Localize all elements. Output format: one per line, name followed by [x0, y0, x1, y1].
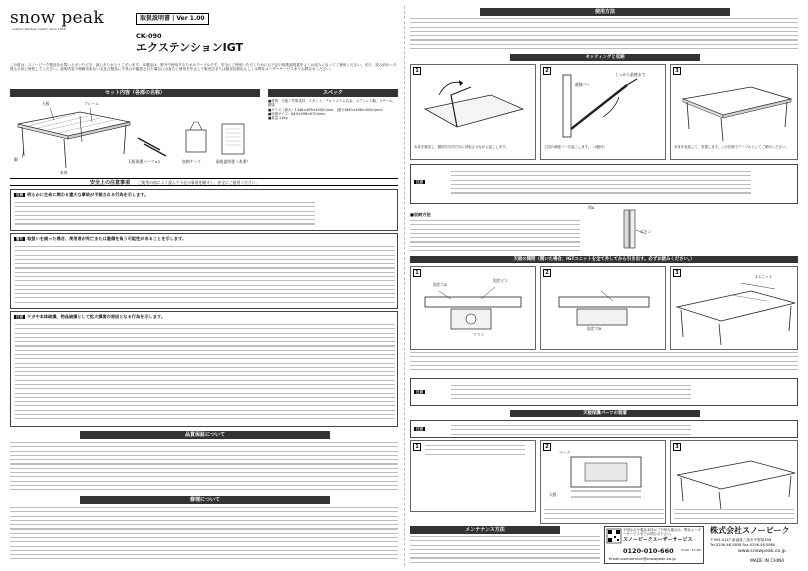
spec-header: スペック: [268, 89, 398, 97]
right-column: [410, 8, 798, 564]
protect-step-2-caption: [544, 509, 664, 523]
setting-step-2-illustration: [541, 65, 667, 145]
warning-icon: 警告: [16, 237, 24, 241]
setting-step-3-caption: 本体を表返して、設置します。この状態でテーブルとしてご使用ください。: [674, 145, 789, 149]
extension-step-2-number: 2: [543, 269, 551, 277]
label-one-unit: 1ユニット: [755, 274, 773, 279]
protect-step-1-number: 1: [413, 443, 421, 451]
setting-step-1-caption: 本体を裏返し、脚部を矢印方向に回転させながら起こします。: [414, 145, 509, 149]
setting-step-1-number: 1: [413, 67, 421, 75]
setting-notice-heading: [414, 179, 427, 184]
repair-header: 修理について: [80, 496, 330, 504]
setting-step-3-number: 3: [673, 67, 681, 75]
user-service-box: [604, 526, 704, 564]
protect-step-3-caption: [674, 509, 794, 523]
manual-version-tag: 取扱説明書 | Ver 1.00: [136, 13, 209, 25]
label-fix-hole-b: 固定穴B: [587, 326, 601, 331]
extension-step-3-illustration: [671, 267, 799, 347]
extension-step-1-panel: [410, 266, 536, 350]
protect-notice-box: [410, 420, 798, 438]
protect-notice-text: [451, 425, 691, 437]
extension-step-1-number: 1: [413, 269, 421, 277]
user-service-phone: 0120-010-660: [623, 547, 674, 555]
extension-step-2-illustration: [541, 267, 667, 347]
spec-line-material: ■材質：天板／竹集成材、スタンド／アルミニウム合金、ステンレス鋼、スチール、樹脂: [268, 99, 396, 108]
maintenance-header: メンテナンス方法: [410, 526, 560, 534]
setting-notice-box: [410, 164, 798, 204]
label-reinforce-bar: 補強バー: [575, 82, 591, 87]
set-contents-illustrations: [10, 98, 260, 178]
safety-header: [10, 178, 398, 186]
storage-figure-a: [616, 206, 646, 250]
brand-logo: snow peak: [10, 8, 104, 28]
repair-body-text: [10, 507, 398, 565]
setting-notice-text: [451, 171, 751, 201]
usage-header: 使用方法: [480, 8, 730, 16]
warning-heading: [14, 236, 186, 241]
setting-header: セッティングと収納: [510, 54, 700, 61]
user-service-name: スノーピークユーザーサービス: [623, 537, 693, 543]
model-number: CK-090: [136, 32, 162, 40]
notice-icon-3: 注意: [416, 427, 424, 431]
spec-list: [268, 99, 398, 159]
label-all-the-way: しっかり最後まで: [615, 72, 646, 77]
label-frame: フレーム: [84, 101, 100, 106]
caution-description: ケガや本体破損、物品破損として拡大損害の原因となる行為を示します。: [27, 314, 165, 319]
company-name: 株式会社スノーピーク: [710, 526, 790, 535]
protect-step-1-panel: [410, 440, 536, 512]
brand-subtitle: outdoor lifestyle creator since 1958: [12, 27, 66, 31]
notice-icon: 注意: [416, 180, 424, 184]
caution-heading: [14, 314, 165, 319]
spec-line-weight: ■重量 11kg: [268, 116, 288, 120]
setting-step-2-panel: [540, 64, 666, 160]
usage-body-text: [410, 18, 798, 54]
fold-line: [404, 6, 405, 566]
made-in-label: MADE IN CHINA: [750, 559, 785, 564]
caution-box: [10, 311, 398, 427]
label-knob: ツマミ: [473, 332, 485, 337]
protect-step-1-text: [425, 445, 525, 459]
protect-notice-heading: [414, 426, 427, 431]
qr-code-icon: [607, 529, 621, 543]
company-address: 〒955-0147 新潟県三条市中野原456: [710, 538, 772, 542]
extension-header: 天板の開閉（開いた場合、IGTユニットを全て外してから引き出す。必ずお読みください。）: [410, 256, 798, 263]
notice-icon-2: 注意: [416, 390, 424, 394]
label-tabletop-2: 天板: [549, 492, 557, 497]
label-fix-pin: 固定ピン: [493, 278, 509, 283]
storage-title: ■収納方法: [410, 212, 431, 217]
safety-subtitle: ご使用の前によく読んで下記の事項を順守し、安全にご使用ください。: [137, 180, 260, 185]
protect-step-3-illustration: [671, 441, 799, 511]
extension-notice-heading: [414, 389, 427, 394]
danger-icon: 危険: [16, 193, 24, 197]
user-service-email: Email:userservice@snowpeak.co.jp: [609, 556, 676, 561]
setting-step-1-panel: [410, 64, 536, 160]
table-illustration: [10, 98, 260, 178]
protect-step-2-panel: [540, 440, 666, 524]
warning-body-text: [15, 246, 395, 308]
quality-body-text: [10, 442, 398, 494]
label-mark: マーク: [559, 450, 571, 455]
label-manual: 取扱説明書（本書）: [216, 159, 251, 164]
protect-header: 天板保護パーツの装着: [510, 410, 700, 417]
extension-step-3-number: 3: [673, 269, 681, 277]
setting-step-1-illustration: [411, 65, 537, 145]
product-title: エクステンションIGT: [136, 41, 244, 54]
danger-box: [10, 189, 398, 231]
label-button: ボタン: [640, 229, 652, 234]
caution-icon: 注意: [16, 315, 24, 319]
extension-step-2-panel: [540, 266, 666, 350]
set-contents-header: セット内容（各部の名称）: [10, 89, 260, 97]
extension-notice-text: [451, 385, 691, 405]
label-body: 本体: [60, 170, 68, 175]
left-column: [10, 8, 398, 564]
company-tel-fax: Tel.0256-46-5858 Fax.0256-46-5860: [710, 543, 776, 547]
danger-body-text: [15, 202, 315, 230]
extension-step-3-panel: [670, 266, 798, 350]
label-leg: 脚: [14, 157, 18, 162]
label-protect-parts: 天板保護パーツ×2: [128, 159, 161, 164]
protect-step-2-number: 2: [543, 443, 551, 451]
setting-step-3-illustration: [671, 65, 799, 145]
warning-description: 取扱いを誤った場合、使用者が死亡または重傷を負う可能性があることを示します。: [27, 236, 186, 241]
caution-body-text: [15, 324, 395, 426]
warning-box: [10, 233, 398, 309]
danger-description: 明らかに生命に関わる重大な事故が予測される行為を示します。: [27, 192, 149, 197]
extension-captions: [410, 352, 798, 376]
quality-header: 品質保証について: [80, 431, 330, 439]
protect-step-3-panel: [670, 440, 798, 524]
spec-line-storage-size: ■収納サイズ：840×498×67(h)mm: [268, 111, 326, 116]
protect-step-3-number: 3: [673, 443, 681, 451]
extension-notice-box: [410, 378, 798, 406]
setting-step-2-caption: 上図の補強バーを起こします。（4箇所）: [544, 145, 607, 149]
label-tabletop: 天板: [42, 101, 50, 106]
label-fix-hole-a: 固定穴A: [433, 282, 447, 287]
maintenance-body-text: [410, 536, 600, 564]
storage-body-text: [410, 220, 580, 256]
setting-step-2-number: 2: [543, 67, 551, 75]
intro-text: この度は、スノーピーク製品をお買い上げいただき、誠にありがとうございます。本製品は、野外で使用するためのテーブルです。安全にご使用いただくためにも下記の取扱説明書をよくお読みになってご使用ください。また、読み終わった後も大切に保管してください。説明内容で理解出来ない点及び製品に不具合が確認された場合には直ちに使用を中止して販売店または販売店経由もしくは弊社ユーザーサービスまでお問合せください。: [10, 63, 397, 72]
label-figure-a: 図A: [588, 205, 595, 210]
danger-heading: [14, 192, 148, 197]
label-storage-case: 収納ケース: [182, 159, 201, 164]
safety-title: 安全上の注意事項: [90, 180, 131, 186]
user-service-hours: （9:00〜17:00）: [679, 548, 704, 552]
qr-label: 不明な点や製品本体がご不明な場合は、弊社ユーザーサービスまでお問合せ下さい。: [623, 528, 701, 536]
company-website[interactable]: www.snowpeak.co.jp: [738, 549, 786, 554]
spec-line-size: ■サイズ（最大）1348×498×400(h)mm、(最小)840×498×400(h)mm: [268, 107, 383, 112]
setting-step-3-panel: [670, 64, 798, 160]
